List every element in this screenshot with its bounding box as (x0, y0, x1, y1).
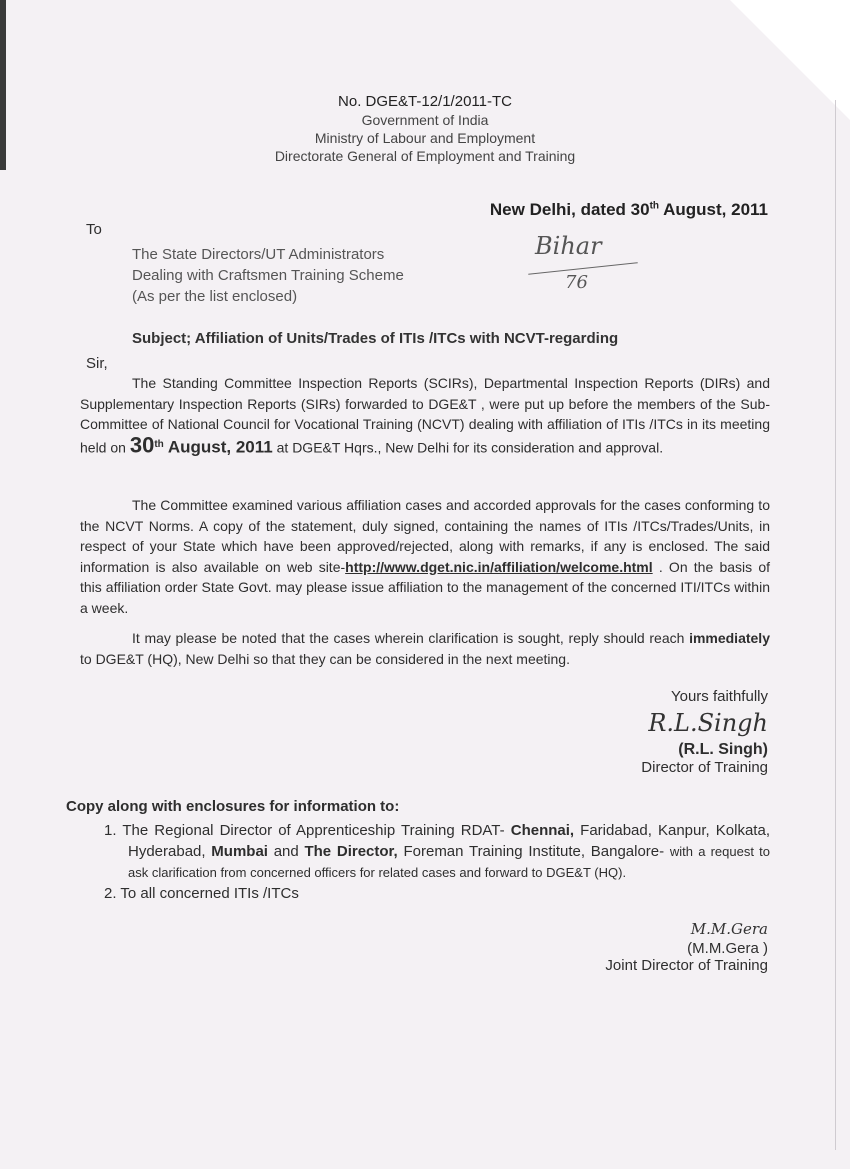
date-prefix: New Delhi, dated 30 (489, 200, 650, 219)
closing: Yours faithfully (670, 688, 768, 705)
signatory-1-name: (R.L. Singh) (678, 741, 768, 758)
item-number: 1. (104, 822, 117, 839)
item-text: and (267, 843, 305, 860)
para2-text: The Committee examined various affiliation cases and accorded approvals for the cases conforming to the NCVT Norms. A copy of the statement, duly signed, containing the names of ITIs /ITCs/Trades/Units, in respect of your State which have been approved/rejected, along with remarks, if any is enclosed. The said information is also available on web site- (80, 497, 770, 575)
website-link[interactable]: http://www.dget.nic.in/affiliation/welcome.html (345, 558, 653, 575)
signature-1: R.L.Singh (648, 709, 768, 737)
letter-header (0, 93, 850, 165)
signature-2: M.M.Gera (690, 920, 768, 938)
copy-list-item (104, 820, 770, 883)
meeting-date-day: 30 (129, 432, 155, 458)
paragraph-2 (80, 495, 770, 618)
para3-text-end: to DGE&T (HQ), New Delhi so that they can be considered in the next meeting. (80, 650, 570, 667)
handwritten-number: 76 (565, 272, 588, 293)
item-bold: The Director, (304, 843, 398, 860)
copy-list (104, 820, 770, 904)
paragraph-3 (80, 628, 770, 669)
copy-heading: Copy along with enclosures for information to: (66, 798, 400, 815)
item-text: To all concerned ITIs /ITCs (120, 885, 299, 902)
date-sup: th (649, 200, 660, 212)
item-bold: Mumbai (211, 843, 268, 860)
item-text: Foreman Training Institute, Bangalore- (397, 843, 670, 860)
letter-date (490, 200, 768, 220)
reference-number: No. DGE&T-12/1/2011-TC (338, 93, 512, 110)
addressee-line: The State Directors/UT Administrators (132, 246, 385, 263)
signatory-2-title: Joint Director of Training (605, 957, 768, 974)
para1-text: The Standing Committee Inspection Reports (SCIRs), Departmental Inspection Reports (DIRs) and Supplementary Inspection Reports (SIRs) forwarded to DGE&T , were put up before the members of the Sub-Committee of National Council for Vocational Training (NCVT) dealing with affiliation of ITIs /ITCs in its meeting held on (80, 375, 770, 456)
header-ministry: Ministry of Labour and Employment (314, 130, 536, 146)
header-directorate: Directorate General of Employment and Training (274, 148, 576, 164)
para1-text-end: at DGE&T Hqrs., New Delhi for its consideration and approval. (272, 439, 664, 456)
item-bold: Chennai, (510, 822, 575, 839)
paragraph-1 (80, 373, 770, 458)
addressee-line: Dealing with Craftsmen Training Scheme (132, 267, 404, 284)
to-label: To (86, 221, 102, 238)
date-suffix: August, 2011 (659, 200, 768, 219)
para2-text-end: . On the basis of this affiliation order State Govt. may please issue affiliation to the management of the concerned ITI/ITCs within a week. (80, 558, 770, 616)
signatory-1 (641, 688, 768, 776)
copy-list-item (104, 883, 770, 904)
salutation: Sir, (86, 355, 108, 372)
addressee-line: (As per the list enclosed) (132, 288, 298, 305)
header-government: Government of India (361, 112, 489, 128)
meeting-date-sup: th (154, 438, 164, 450)
item-number: 2. (104, 885, 117, 902)
meeting-date: August, 2011 (163, 437, 273, 457)
subject-line: Subject; Affiliation of Units/Trades of ITIs /ITCs with NCVT-regarding (132, 330, 619, 347)
signatory-2 (605, 918, 768, 974)
signatory-2-name: (M.M.Gera ) (687, 940, 768, 957)
para3-text: It may please be noted that the cases wherein clarification is sought, reply should reach (132, 630, 690, 646)
page-edge (835, 100, 836, 1150)
item-text: Faridabad, Kanpur, Kolkata, Hyderabad, (128, 822, 770, 860)
item-text: The Regional Director of Apprenticeship Training RDAT- (122, 822, 511, 839)
handwritten-note: Bihar (535, 232, 602, 260)
item-text: with a request to ask clarification from concerned officers for related cases and forward to DGE&T (HQ). (128, 844, 770, 880)
para3-bold: immediately (689, 630, 770, 646)
signatory-1-title: Director of Training (641, 759, 768, 776)
addressee (132, 244, 404, 307)
